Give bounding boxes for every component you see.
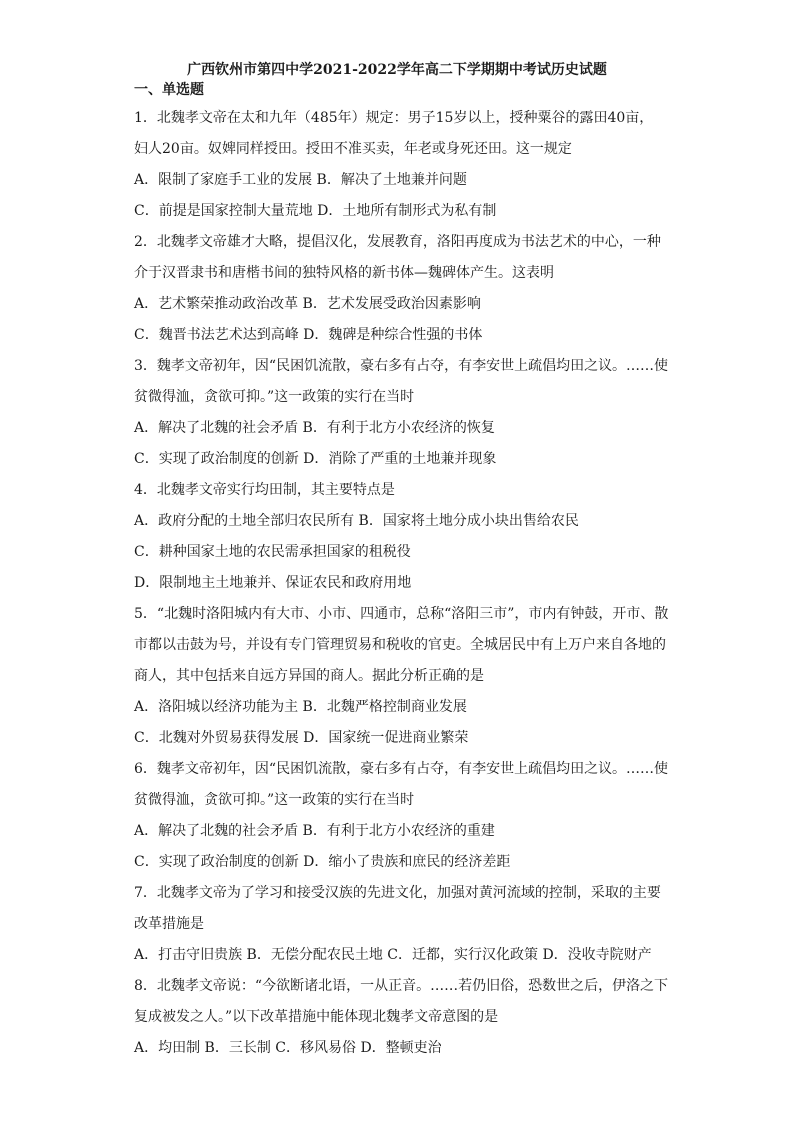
- text-line: 1．北魏孝文帝在太和九年（485年）规定：男子15岁以上，授种粟谷的露田40亩，: [134, 110, 654, 126]
- answer-option-line: A．限制了家庭手工业的发展 B．解决了土地兼并问题: [134, 172, 467, 188]
- answer-option-line: C．实现了政治制度的创新 D．缩小了贵族和庶民的经济差距: [134, 854, 511, 870]
- text-line: 8．北魏孝文帝说：“今欲断诸北语，一从正音。……若仍旧俗，恐数世之后，伊洛之下: [134, 978, 669, 994]
- text-line: 7．北魏孝文帝为了学习和接受汉族的先进文化，加强对黄河流域的控制，采取的主要: [134, 885, 661, 901]
- text-line: 5．“北魏时洛阳城内有大市、小市、四通市，总称“洛阳三市”，市内有钟鼓，开市、散: [134, 606, 669, 622]
- text-line: 6．魏孝文帝初年，因“民困饥流散，豪右多有占夺，有李安世上疏倡均田之议。……使: [134, 761, 669, 777]
- answer-option-line: A．解决了北魏的社会矛盾 B．有利于北方小农经济的重建: [134, 823, 495, 839]
- answer-option-line: A．洛阳城以经济功能为主 B．北魏严格控制商业发展: [134, 699, 467, 715]
- section-heading: 一、单选题: [134, 82, 204, 98]
- text-line: 市都以击鼓为号，并设有专门管理贸易和税收的官吏。全城居民中有上万户来自各地的: [134, 637, 666, 653]
- page-title: 广西钦州市第四中学2021-2022学年高二下学期期中考试历史试题: [187, 62, 607, 78]
- answer-option-line: C．耕种国家土地的农民需承担国家的租税役: [134, 544, 411, 560]
- answer-option-line: C．实现了政治制度的创新 D．消除了严重的土地兼并现象: [134, 451, 497, 467]
- answer-option-line: A．解决了北魏的社会矛盾 B．有利于北方小农经济的恢复: [134, 420, 495, 436]
- answer-option-line: C．前提是国家控制大量荒地 D．土地所有制形式为私有制: [134, 203, 497, 219]
- text-line: 2．北魏孝文帝雄才大略，提倡汉化，发展教育，洛阳再度成为书法艺术的中心，一种: [134, 234, 661, 250]
- text-line: 商人，其中包括来自远方异国的商人。据此分析正确的是: [134, 668, 484, 684]
- answer-option-line: C．魏晋书法艺术达到高峰 D．魏碑是种综合性强的书体: [134, 327, 483, 343]
- answer-option-line: A．艺术繁荣推动政治改革 B．艺术发展受政治因素影响: [134, 296, 481, 312]
- text-line: 妇人20亩。奴婢同样授田。授田不准买卖，年老或身死还田。这一规定: [134, 141, 572, 157]
- text-line: 贫微得洫，贪欲可抑。”这一政策的实行在当时: [134, 389, 415, 405]
- answer-option-line: A．打击守旧贵族 B．无偿分配农民土地 C．迁都，实行汉化政策 D．没收寺院财产: [134, 947, 652, 963]
- answer-option-line: A．均田制 B．三长制 C．移风易俗 D．整顿吏治: [134, 1040, 442, 1056]
- text-line: 贫微得洫，贪欲可抑。”这一政策的实行在当时: [134, 792, 415, 808]
- text-line: 3．魏孝文帝初年，因“民困饥流散，豪右多有占夺，有李安世上疏倡均田之议。……使: [134, 358, 669, 374]
- answer-option-line: D．限制地主土地兼并、保证农民和政府用地: [134, 575, 412, 591]
- text-line: 4．北魏孝文帝实行均田制，其主要特点是: [134, 482, 395, 498]
- text-line: 介于汉晋隶书和唐楷书间的独特风格的新书体—魏碑体产生。这表明: [134, 265, 554, 281]
- answer-option-line: C．北魏对外贸易获得发展 D．国家统一促进商业繁荣: [134, 730, 469, 746]
- answer-option-line: A．政府分配的土地全部归农民所有 B．国家将土地分成小块出售给农民: [134, 513, 579, 529]
- text-line: 改革措施是: [134, 916, 204, 932]
- text-line: 复成被发之人。”以下改革措施中能体现北魏孝文帝意图的是: [134, 1009, 499, 1025]
